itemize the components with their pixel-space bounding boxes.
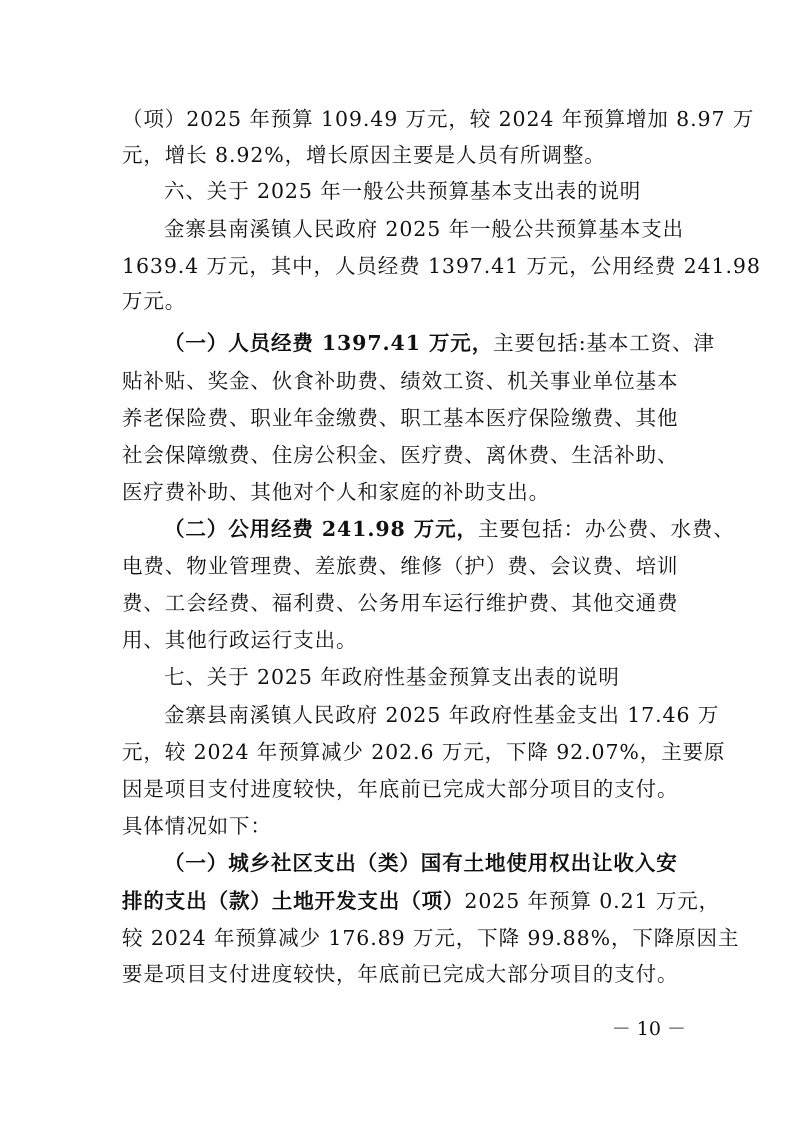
section-heading: 六、关于 2025 年一般公共预算基本支出表的说明 (164, 179, 642, 203)
text-line: 电费、物业管理费、差旅费、维修（护）费、会议费、培训 (122, 554, 679, 578)
text-line: 医疗费补助、其他对个人和家庭的补助支出。 (122, 480, 550, 504)
text-line: 1639.4 万元，其中，人员经费 1397.41 万元，公用经费 241.98 (122, 254, 761, 278)
text-line: 较 2024 年预算减少 176.89 万元，下降 99.88%，下降原因主 (122, 926, 740, 950)
subsection-line: （一）城乡社区支出（类）国有土地使用权出让收入安 (164, 851, 678, 875)
text-line: 养老保险费、职业年金缴费、职工基本医疗保险缴费、其他 (122, 406, 679, 430)
text-line: 金寨县南溪镇人民政府 2025 年一般公共预算基本支出 (164, 217, 685, 241)
subsection-line: （一）人员经费 1397.41 万元，主要包括:基本工资、津 (164, 331, 715, 355)
text-line: 费、工会经费、福利费、公务用车运行维护费、其他交通费 (122, 591, 679, 615)
subsection-line: 排的支出（款）土地开发支出（项）2025 年预算 0.21 万元， (122, 889, 721, 913)
text-line: 金寨县南溪镇人民政府 2025 年政府性基金支出 17.46 万 (164, 703, 720, 727)
text-line: 元，较 2024 年预算减少 202.6 万元，下降 92.07%，主要原 (122, 740, 726, 764)
text-line: 要是项目支付进度较快，年底前已完成大部分项目的支付。 (122, 962, 679, 986)
text-line: 元，增长 8.92%，增长原因主要是人员有所调整。 (122, 143, 606, 167)
text-line: 社会保障缴费、住房公积金、医疗费、离休费、生活补助、 (122, 443, 679, 467)
subsection-line: （二）公用经费 241.98 万元，主要包括：办公费、水费、 (164, 517, 735, 541)
page-number: － 10 － (611, 1018, 686, 1040)
text-line: 用、其他行政运行支出。 (122, 628, 358, 652)
text-line: 具体情况如下： (122, 814, 272, 838)
text-line: 万元。 (122, 289, 187, 313)
text-line: 因是项目支付进度较快，年底前已完成大部分项目的支付。 (122, 777, 679, 801)
text-line: 贴补贴、奖金、伙食补助费、绩效工资、机关事业单位基本 (122, 369, 679, 393)
section-heading: 七、关于 2025 年政府性基金预算支出表的说明 (164, 665, 620, 689)
text-line: （项）2025 年预算 109.49 万元，较 2024 年预算增加 8.97 万 (122, 107, 755, 131)
